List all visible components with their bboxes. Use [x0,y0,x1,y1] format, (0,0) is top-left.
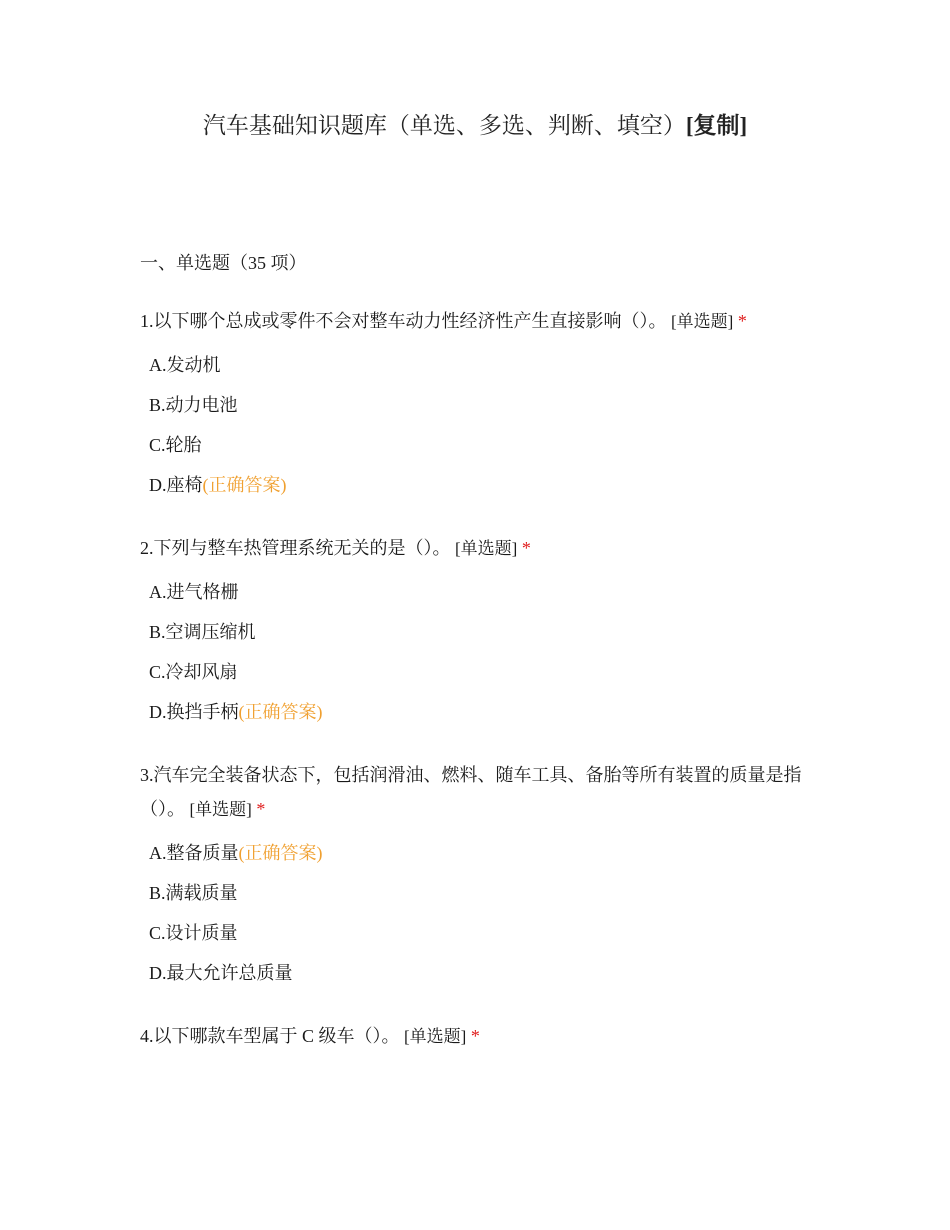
question-stem [140,1019,820,1054]
question-3 [140,758,820,993]
correct-answer-mark: (正确答案) [238,843,323,863]
question-type-tag: [单选题] [189,800,252,819]
option-d: D.换挡手柄(正确答案) [149,702,323,722]
option-c: C.设计质量 [149,923,238,943]
title-text: 汽车基础知识题库（单选、多选、判断、填空） [202,113,686,138]
correct-answer-mark: (正确答案) [238,702,323,722]
option-a: A.整备质量(正确答案) [149,843,323,863]
question-type-tag: [单选题] [404,1027,467,1046]
option-d: D.最大允许总质量 [149,963,293,983]
option-c: C.轮胎 [149,435,202,455]
option-c: C.冷却风扇 [149,662,238,682]
document-title [0,108,950,144]
question-stem [140,304,820,339]
option-a: A.进气格栅 [149,582,239,602]
question-text: 4.以下哪款车型属于 C 级车（）。 [140,1026,400,1046]
question-stem [140,758,820,827]
option-d: D.座椅(正确答案) [149,475,287,495]
required-mark: * [470,1026,480,1046]
option-a: A.发动机 [149,355,221,375]
question-2 [140,531,820,732]
question-text: 2.下列与整车热管理系统无关的是（）。 [140,538,451,558]
question-text: 3.汽车完全装备状态下，包括润滑油、燃料、随车工具、备胎等所有装置的质量是指（）。 [140,765,802,819]
required-mark: * [256,799,266,819]
question-type-tag: [单选题] [455,539,518,558]
option-b: B.动力电池 [149,395,238,415]
survey-content [140,246,820,1080]
question-type-tag: [单选题] [671,312,734,331]
required-mark: * [737,311,747,331]
question-text: 1.以下哪个总成或零件不会对整车动力性经济性产生直接影响（）。 [140,311,667,331]
required-mark: * [521,538,531,558]
option-b: B.满载质量 [149,883,238,903]
section-title: 一、单选题（35 项） [140,253,307,273]
correct-answer-mark: (正确答案) [202,475,287,495]
question-1 [140,304,820,505]
copy-link[interactable]: [复制] [685,113,748,138]
option-b: B.空调压缩机 [149,622,256,642]
question-stem [140,531,820,566]
question-4 [140,1019,820,1054]
